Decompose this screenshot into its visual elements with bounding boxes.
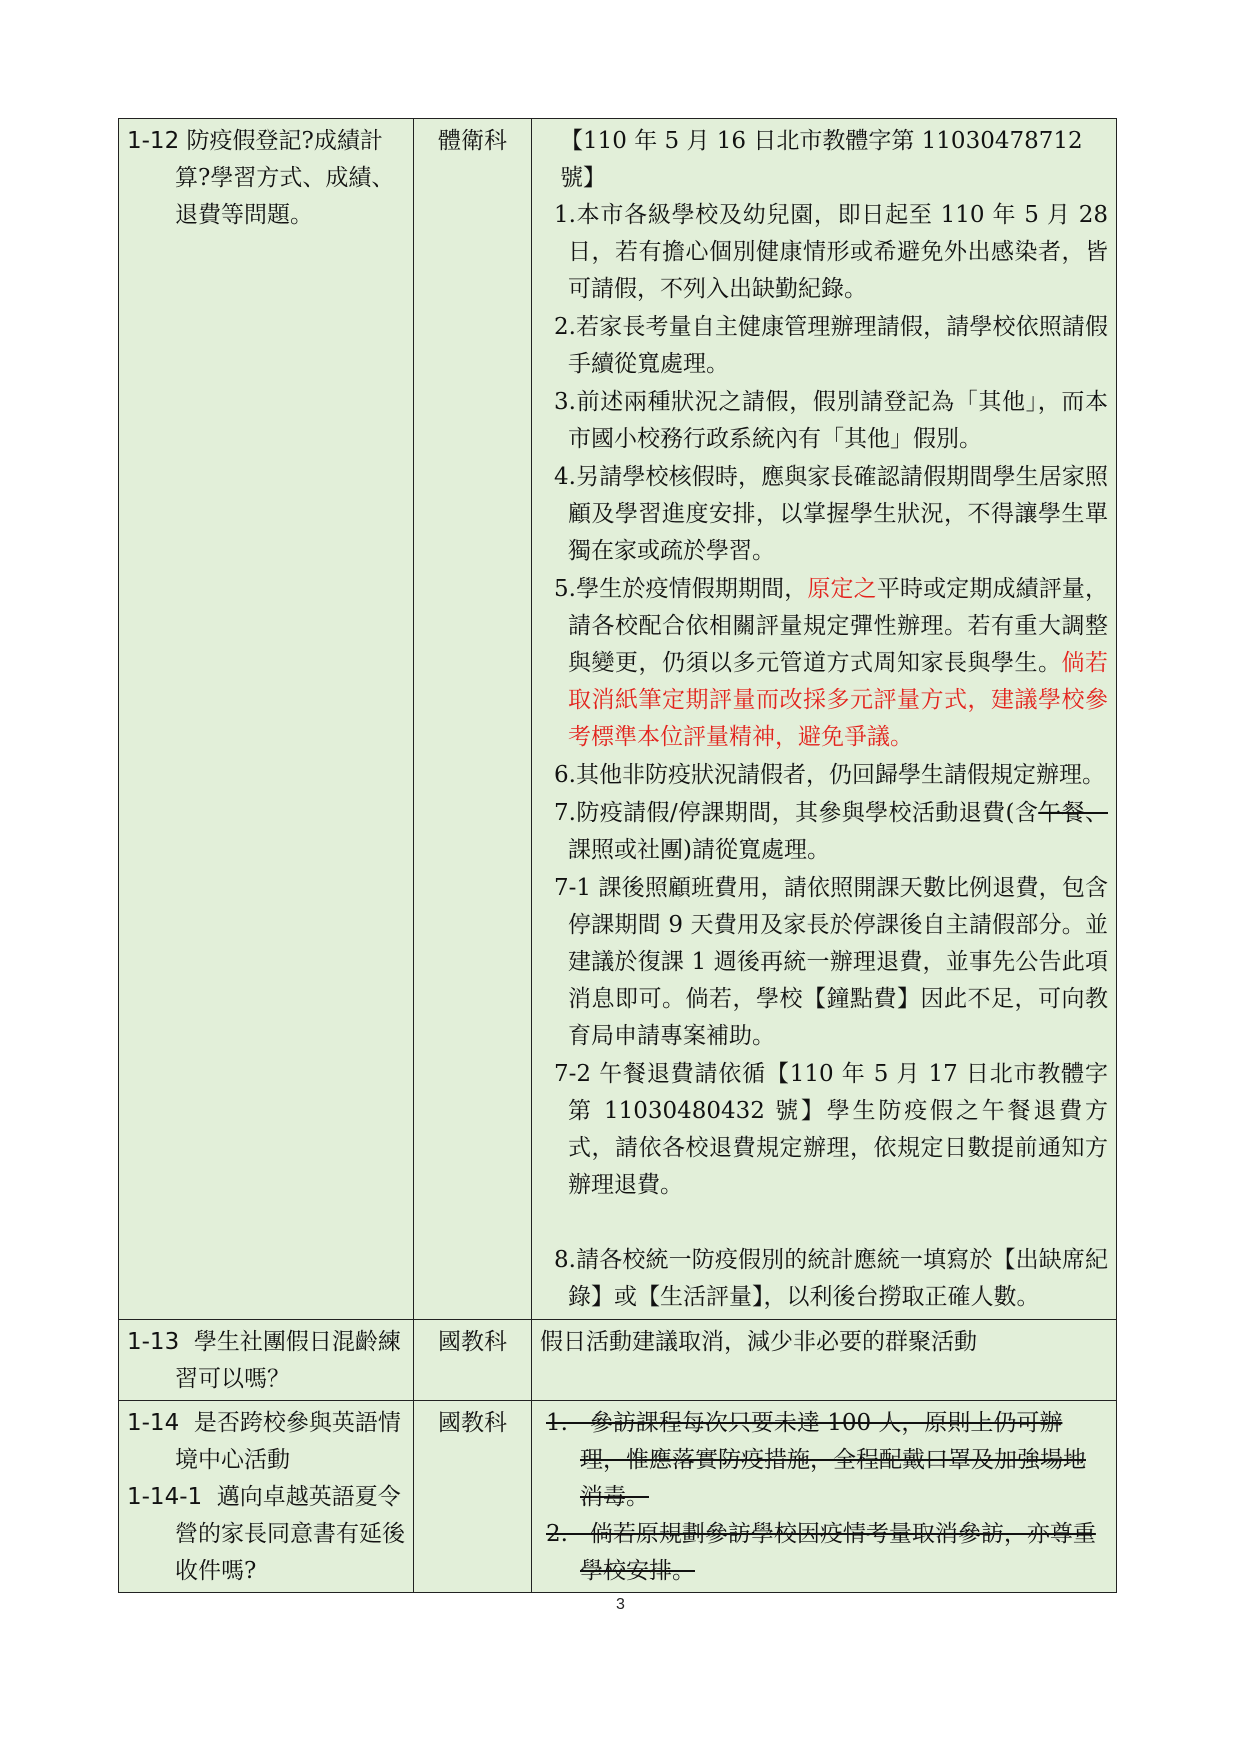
answer-paragraph: 1.本市各級學校及幼兒園，即日起至 110 年 5 月 28 日，若有擔心個別健康情形或希避免外出感染者，皆可請假，不列入出缺勤紀錄。	[554, 202, 1108, 302]
question-text: 學生社團假日混齡練習可以嗎？	[175, 1329, 401, 1392]
answer-paragraph: 6.其他非防疫狀況請假者，仍回歸學生請假規定辦理。	[554, 762, 1105, 788]
answer-paragraph	[540, 795, 1108, 869]
text-run: 7.防疫請假/停課期間，其參與學校活動退費(含	[554, 800, 1039, 826]
department-cell: 國教科	[414, 1401, 532, 1593]
question	[127, 123, 405, 234]
department-cell: 國教科	[414, 1320, 532, 1401]
question	[127, 1405, 405, 1479]
question-number: 1-12	[127, 128, 180, 154]
answer-paragraph: 4.另請學校核假時，應與家長確認請假期間學生居家照顧及學習進度安排，以掌握學生狀況，不得讓學生單獨在家或疏於學習。	[554, 464, 1108, 564]
text-run: 平時或定期成績評量，請各校配合依相關評量規定彈性辦理。若有重大調整與變更，仍須以多元管道方式周知家長與學生。	[568, 576, 1109, 676]
page-number: 3	[616, 1596, 625, 1613]
qa-table	[118, 118, 1117, 1593]
table-row	[119, 1401, 1117, 1593]
answer-paragraph: 3.前述兩種狀況之請假，假別請登記為「其他」，而本市國小校務行政系統內有「其他」假別。	[554, 389, 1108, 452]
text-run: 5.學生於疫情假期期間，	[554, 576, 808, 602]
table-row	[119, 119, 1117, 1320]
text-run: 課照或社團)請從寬處理。	[568, 837, 830, 863]
answer-paragraph: 8.請各校統一防疫假別的統計應統一填寫於【出缺席紀錄】或【生活評量】，以利後台撈取正確人數。	[554, 1247, 1108, 1310]
question-number: 1-13	[127, 1329, 180, 1355]
answer-text: 假日活動建議取消，減少非必要的群聚活動	[540, 1329, 977, 1355]
answer-paragraph: 2.若家長考量自主健康管理辦理請假，請學校依照請假手續從寬處理。	[554, 314, 1108, 377]
question-cell	[119, 119, 414, 1320]
document-reference: 【110 年 5 月 16 日北市教體字第 11030478712 號】	[560, 128, 1083, 191]
answer-paragraph	[540, 571, 1108, 756]
question-text: 防疫假登記?成績計算?學習方式、成績、退費等問題。	[175, 128, 395, 228]
highlight-text: 原定之	[807, 576, 877, 602]
question-number: 1-14-1	[127, 1484, 203, 1510]
answer-paragraph: 7-1 課後照顧班費用，請依照開課天數比例退費，包含停課期間 9 天費用及家長於停課後自主請假部分。並建議於復課 1 週後再統一辦理退費，並事先公告此項消息即可。倘若，學校【鐘點費】因此不足，可向教育局申請專案補助。	[554, 875, 1108, 1049]
question-text: 是否跨校參與英語情境中心活動	[175, 1410, 401, 1473]
highlight-text: 倘若取消紙筆定期評量而改採多元評量方式，建議學校參考標準本位評量精神，避免爭議。	[568, 650, 1108, 750]
answer-cell	[532, 1401, 1117, 1593]
question-cell	[119, 1401, 414, 1593]
question-cell	[119, 1320, 414, 1401]
table-row	[119, 1320, 1117, 1401]
spacer	[540, 1205, 1108, 1242]
sub-question	[127, 1479, 405, 1590]
question-number: 1-14	[127, 1410, 180, 1436]
department-cell: 體衛科	[414, 119, 532, 1320]
answer-cell	[532, 119, 1117, 1320]
question	[127, 1324, 405, 1398]
question-text: 邁向卓越英語夏令營的家長同意書有延後收件嗎?	[175, 1484, 405, 1584]
struck-list-item: 2. 倘若原規劃參訪學校因疫情考量取消參訪，亦尊重學校安排。	[546, 1521, 1096, 1584]
answer-paragraph: 7-2 午餐退費請依循【110 年 5 月 17 日北市教體字第 11030480432 號】學生防疫假之午餐退費方式，請依各校退費規定辦理，依規定日數提前通知方辦理退費。	[554, 1061, 1108, 1198]
struck-list-item: 1. 參訪課程每次只要未達 100 人，原則上仍可辦理，惟應落實防疫措施，全程配戴口罩及加強場地消毒。	[546, 1410, 1086, 1510]
answer-cell	[532, 1320, 1117, 1401]
struck-text: 午餐、	[1038, 800, 1108, 826]
